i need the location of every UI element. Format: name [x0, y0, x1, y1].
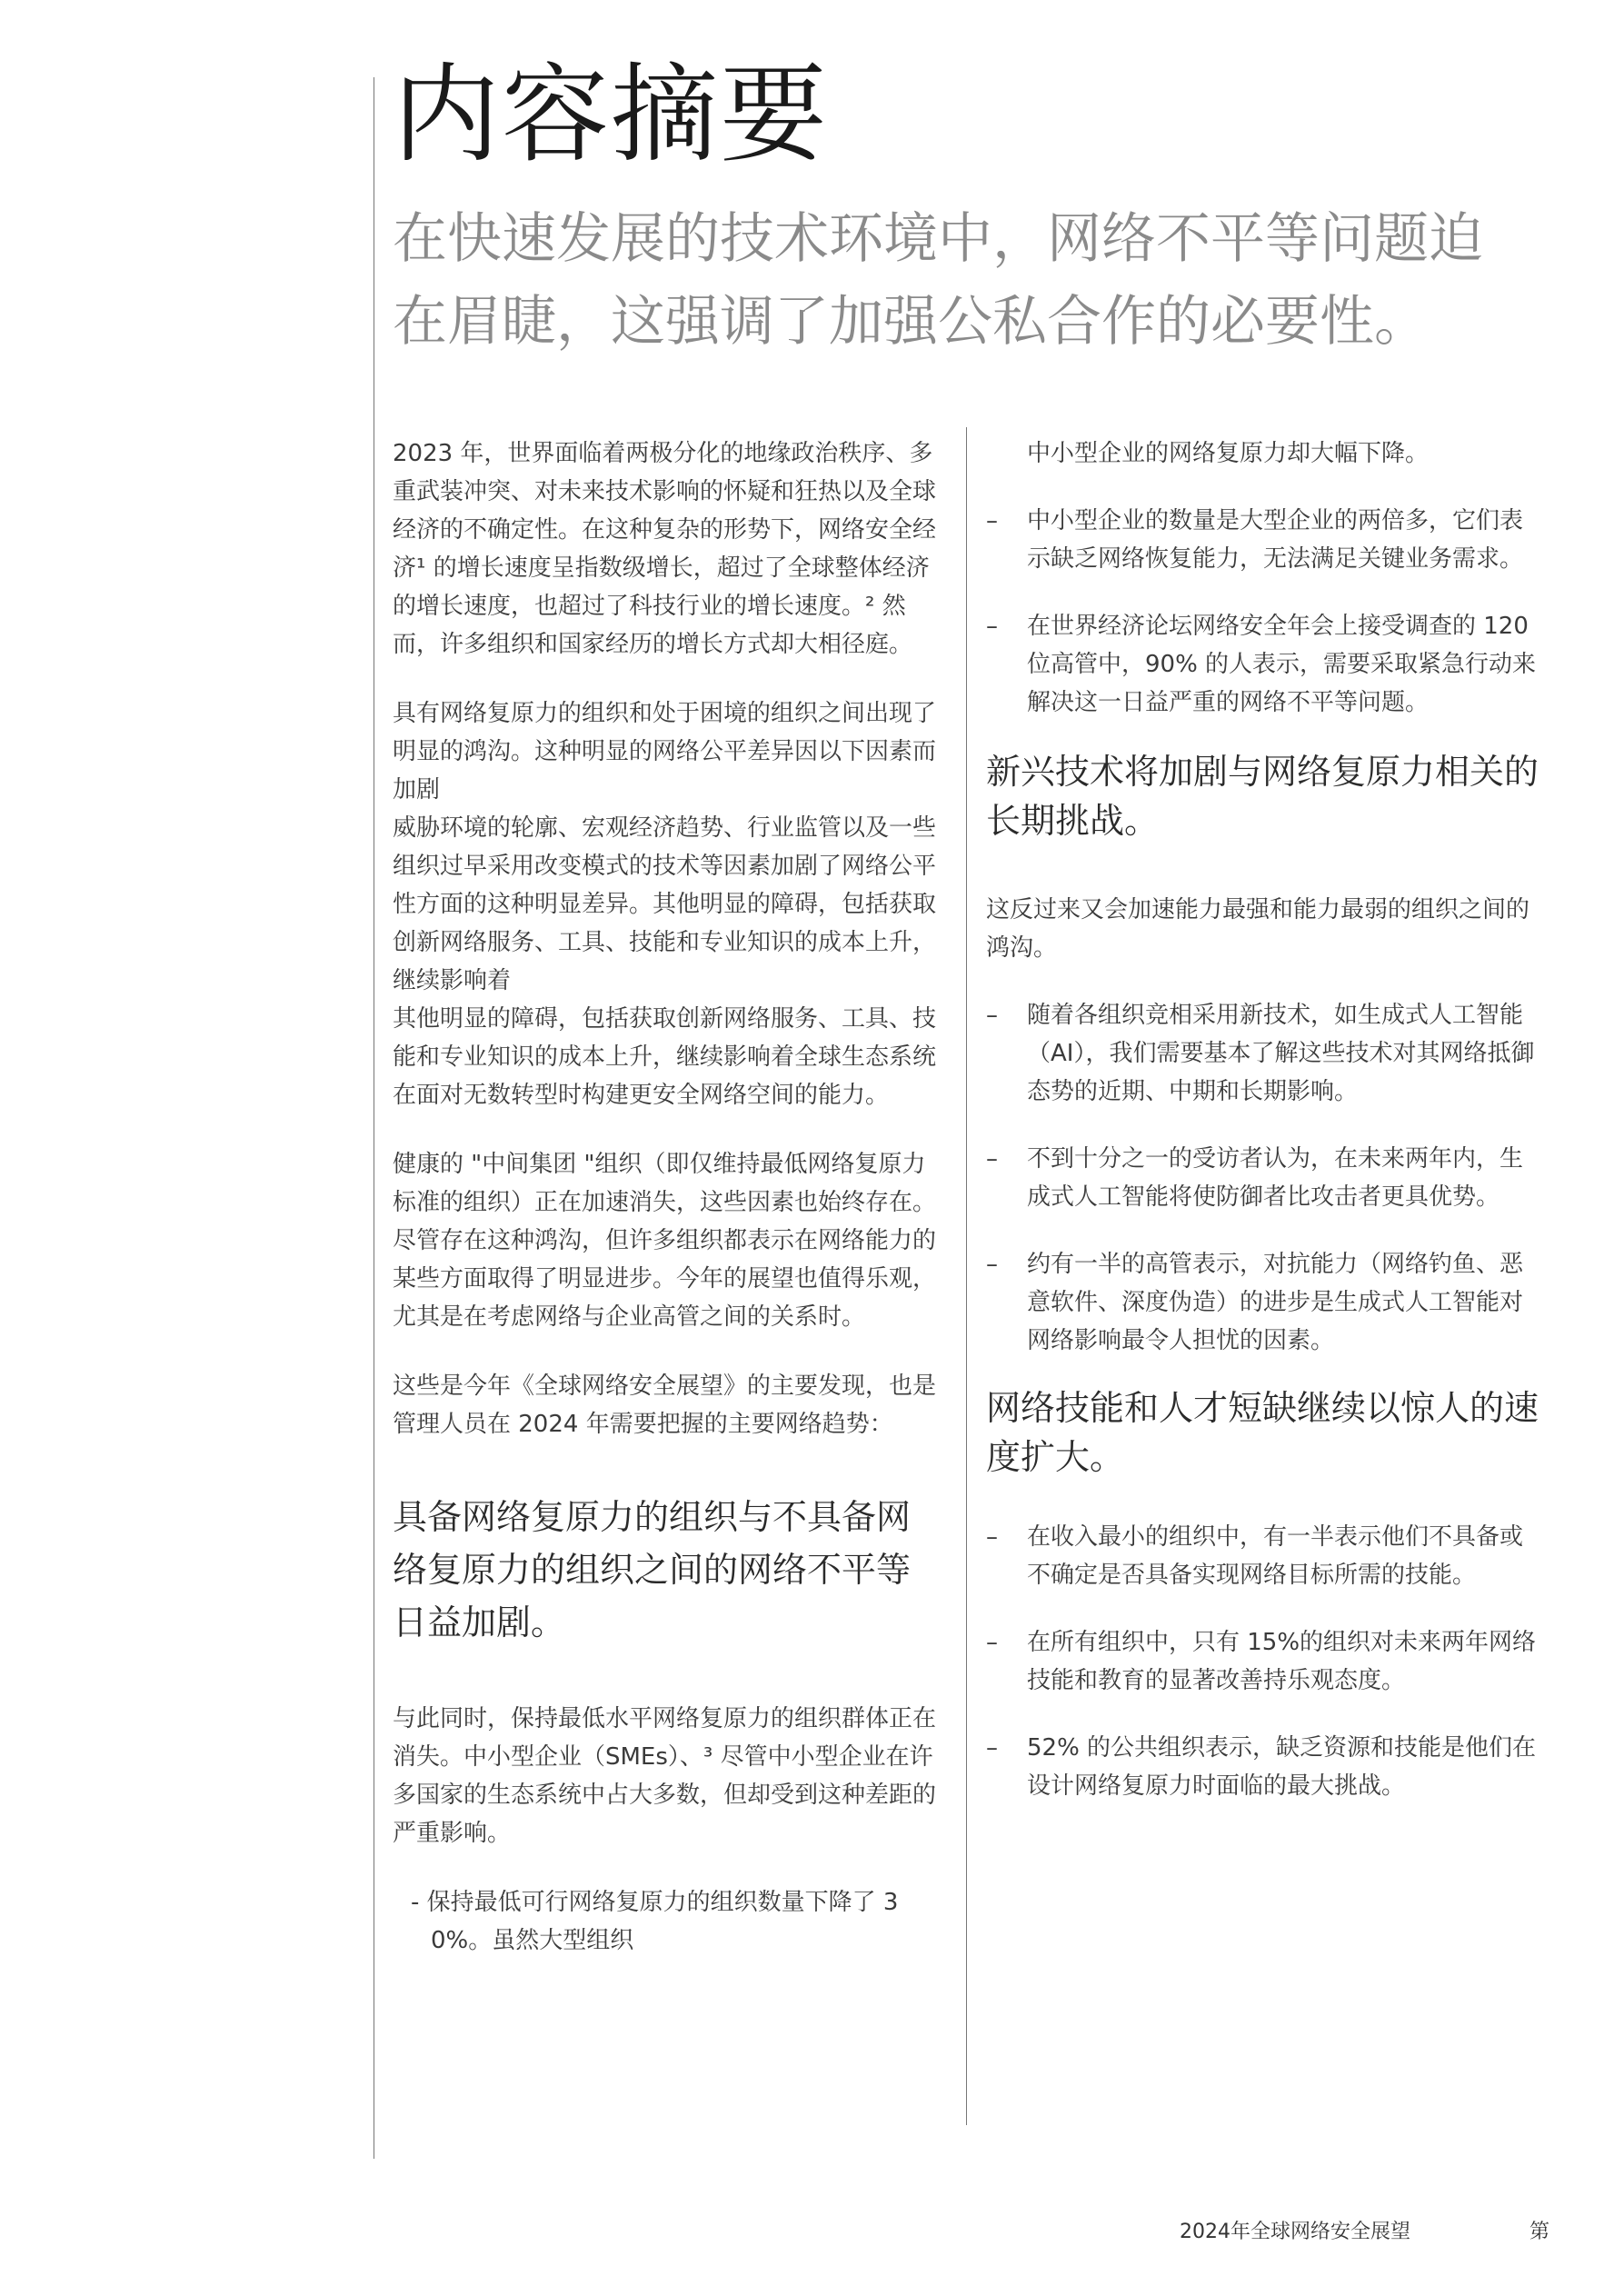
bullet-executives: – 在世界经济论坛网络安全年会上接受调查的 120 位高管中，90% 的人表示，需要采取紧急行动来解决这一日益严重的网络不平等问题。: [986, 607, 1539, 722]
dash-marker: –: [986, 613, 998, 640]
bullet-defenders: – 不到十分之一的受访者认为，在未来两年内，生成式人工智能将使防御者比攻击者更具优势。: [986, 1140, 1539, 1216]
bullet-decline: - 保持最低可行网络复原力的组织数量下降了 30%。虽然大型组织: [411, 1889, 899, 1954]
bullet-adversarial: – 约有一半的高管表示，对抗能力（网络钓鱼、恶意软件、深度伪造）的进步是生成式人工智能对网络影响最令人担忧的因素。: [986, 1245, 1539, 1360]
paragraph-barriers: 其他明显的障碍，包括获取创新网络服务、工具、技能和专业知识的成本上升，继续影响着全球生态系统在面对无数转型时构建更安全网络空间的能力。: [393, 1005, 937, 1109]
paragraph-middle-group: 健康的 "中间集团 "组织（即仅维持最低网络复原力标准的组织）正在加速消失，这些因素也始终存在。尽管存在这种鸿沟，但许多组织都表示在网络能力的某些方面取得了明显进步。今年的展望也值得乐观，尤其是在考虑网络与企业高管之间的关系时。: [393, 1151, 937, 1331]
column-divider: [966, 427, 967, 2125]
dash-marker: –: [986, 1523, 998, 1551]
paragraph-intro: 2023 年，世界面临着两极分化的地缘政治秩序、多重武装冲突、对未来技术影响的怀疑和狂热以及全球经济的不确定性。在这种复杂的形势下，网络安全经济¹ 的增长速度呈指数级增长，超过了全球整体经济的增长速度，也超过了科技行业的增长速度。² 然而，许多组织和国家经历的增长方式却大相径庭。: [393, 440, 937, 658]
page-title: 内容摘要: [393, 52, 830, 177]
bullet-optimism: – 在所有组织中，只有 15%的组织对未来两年网络技能和教育的显著改善持乐观态度。: [986, 1623, 1539, 1700]
dash-marker: –: [986, 1145, 998, 1173]
paragraph-findings: 这些是今年《全球网络安全展望》的主要发现，也是管理人员在 2024 年需要把握的主要网络趋势：: [393, 1373, 937, 1438]
bullet-public-orgs: – 52% 的公共组织表示，缺乏资源和技能是他们在设计网络复原力时面临的最大挑战。: [986, 1729, 1539, 1805]
heading-skills-shortage: 网络技能和人才短缺继续以惊人的速度扩大。: [986, 1388, 1539, 1477]
left-column: [393, 434, 942, 1960]
heading-cyber-inequity: 具备网络复原力的组织与不具备网络复原力的组织之间的网络不平等日益加剧。: [393, 1497, 912, 1642]
bullet-smallest-orgs: – 在收入最小的组织中，有一半表示他们不具备或不确定是否具备实现网络目标所需的技能。: [986, 1518, 1539, 1594]
paragraph-gap: 这反过来又会加速能力最强和能力最弱的组织之间的鸿沟。: [986, 896, 1530, 962]
paragraph-smes: 与此同时，保持最低水平网络复原力的组织群体正在消失。中小型企业（SMEs）、³ 尽管中小型企业在许多国家的生态系统中占大多数，但却受到这种差距的严重影响。: [393, 1705, 937, 1847]
footer-page-label: 第: [1529, 2221, 1550, 2243]
bullet-genai: – 随着各组织竞相采用新技术，如生成式人工智能（AI），我们需要基本了解这些技术对其网络抵御态势的近期、中期和长期影响。: [986, 996, 1539, 1111]
dash-marker: –: [986, 1002, 998, 1029]
dash-marker: –: [986, 1734, 998, 1762]
paragraph-divide: 具有网络复原力的组织和处于困境的组织之间出现了明显的鸿沟。这种明显的网络公平差异因以下因素而加剧: [393, 700, 937, 804]
heading-emerging-tech: 新兴技术将加剧与网络复原力相关的长期挑战。: [986, 752, 1539, 841]
dash-marker: –: [986, 1629, 998, 1656]
bullet-sme-count: – 中小型企业的数量是大型企业的两倍多，它们表示缺乏网络恢复能力，无法满足关键业务需求。: [986, 502, 1539, 578]
page-subtitle: 在快速发展的技术环境中，网络不平等问题迫在眉睫，这强调了加强公私合作的必要性。: [393, 207, 1483, 354]
right-column: [986, 434, 1539, 1805]
dash-marker: –: [986, 507, 998, 534]
paragraph-factors: 威胁环境的轮廓、宏观经济趋势、行业监管以及一些组织过早采用改变模式的技术等因素加剧了网络公平性方面的这种明显差异。其他明显的障碍，包括获取创新网络服务、工具、技能和专业知识的成本上升，继续影响着: [393, 814, 937, 994]
footer-report-title: 2024年全球网络安全展望: [1180, 2221, 1410, 2243]
dash-marker: –: [986, 1251, 998, 1278]
paragraph-continued: 中小型企业的网络复原力却大幅下降。: [1027, 440, 1430, 467]
